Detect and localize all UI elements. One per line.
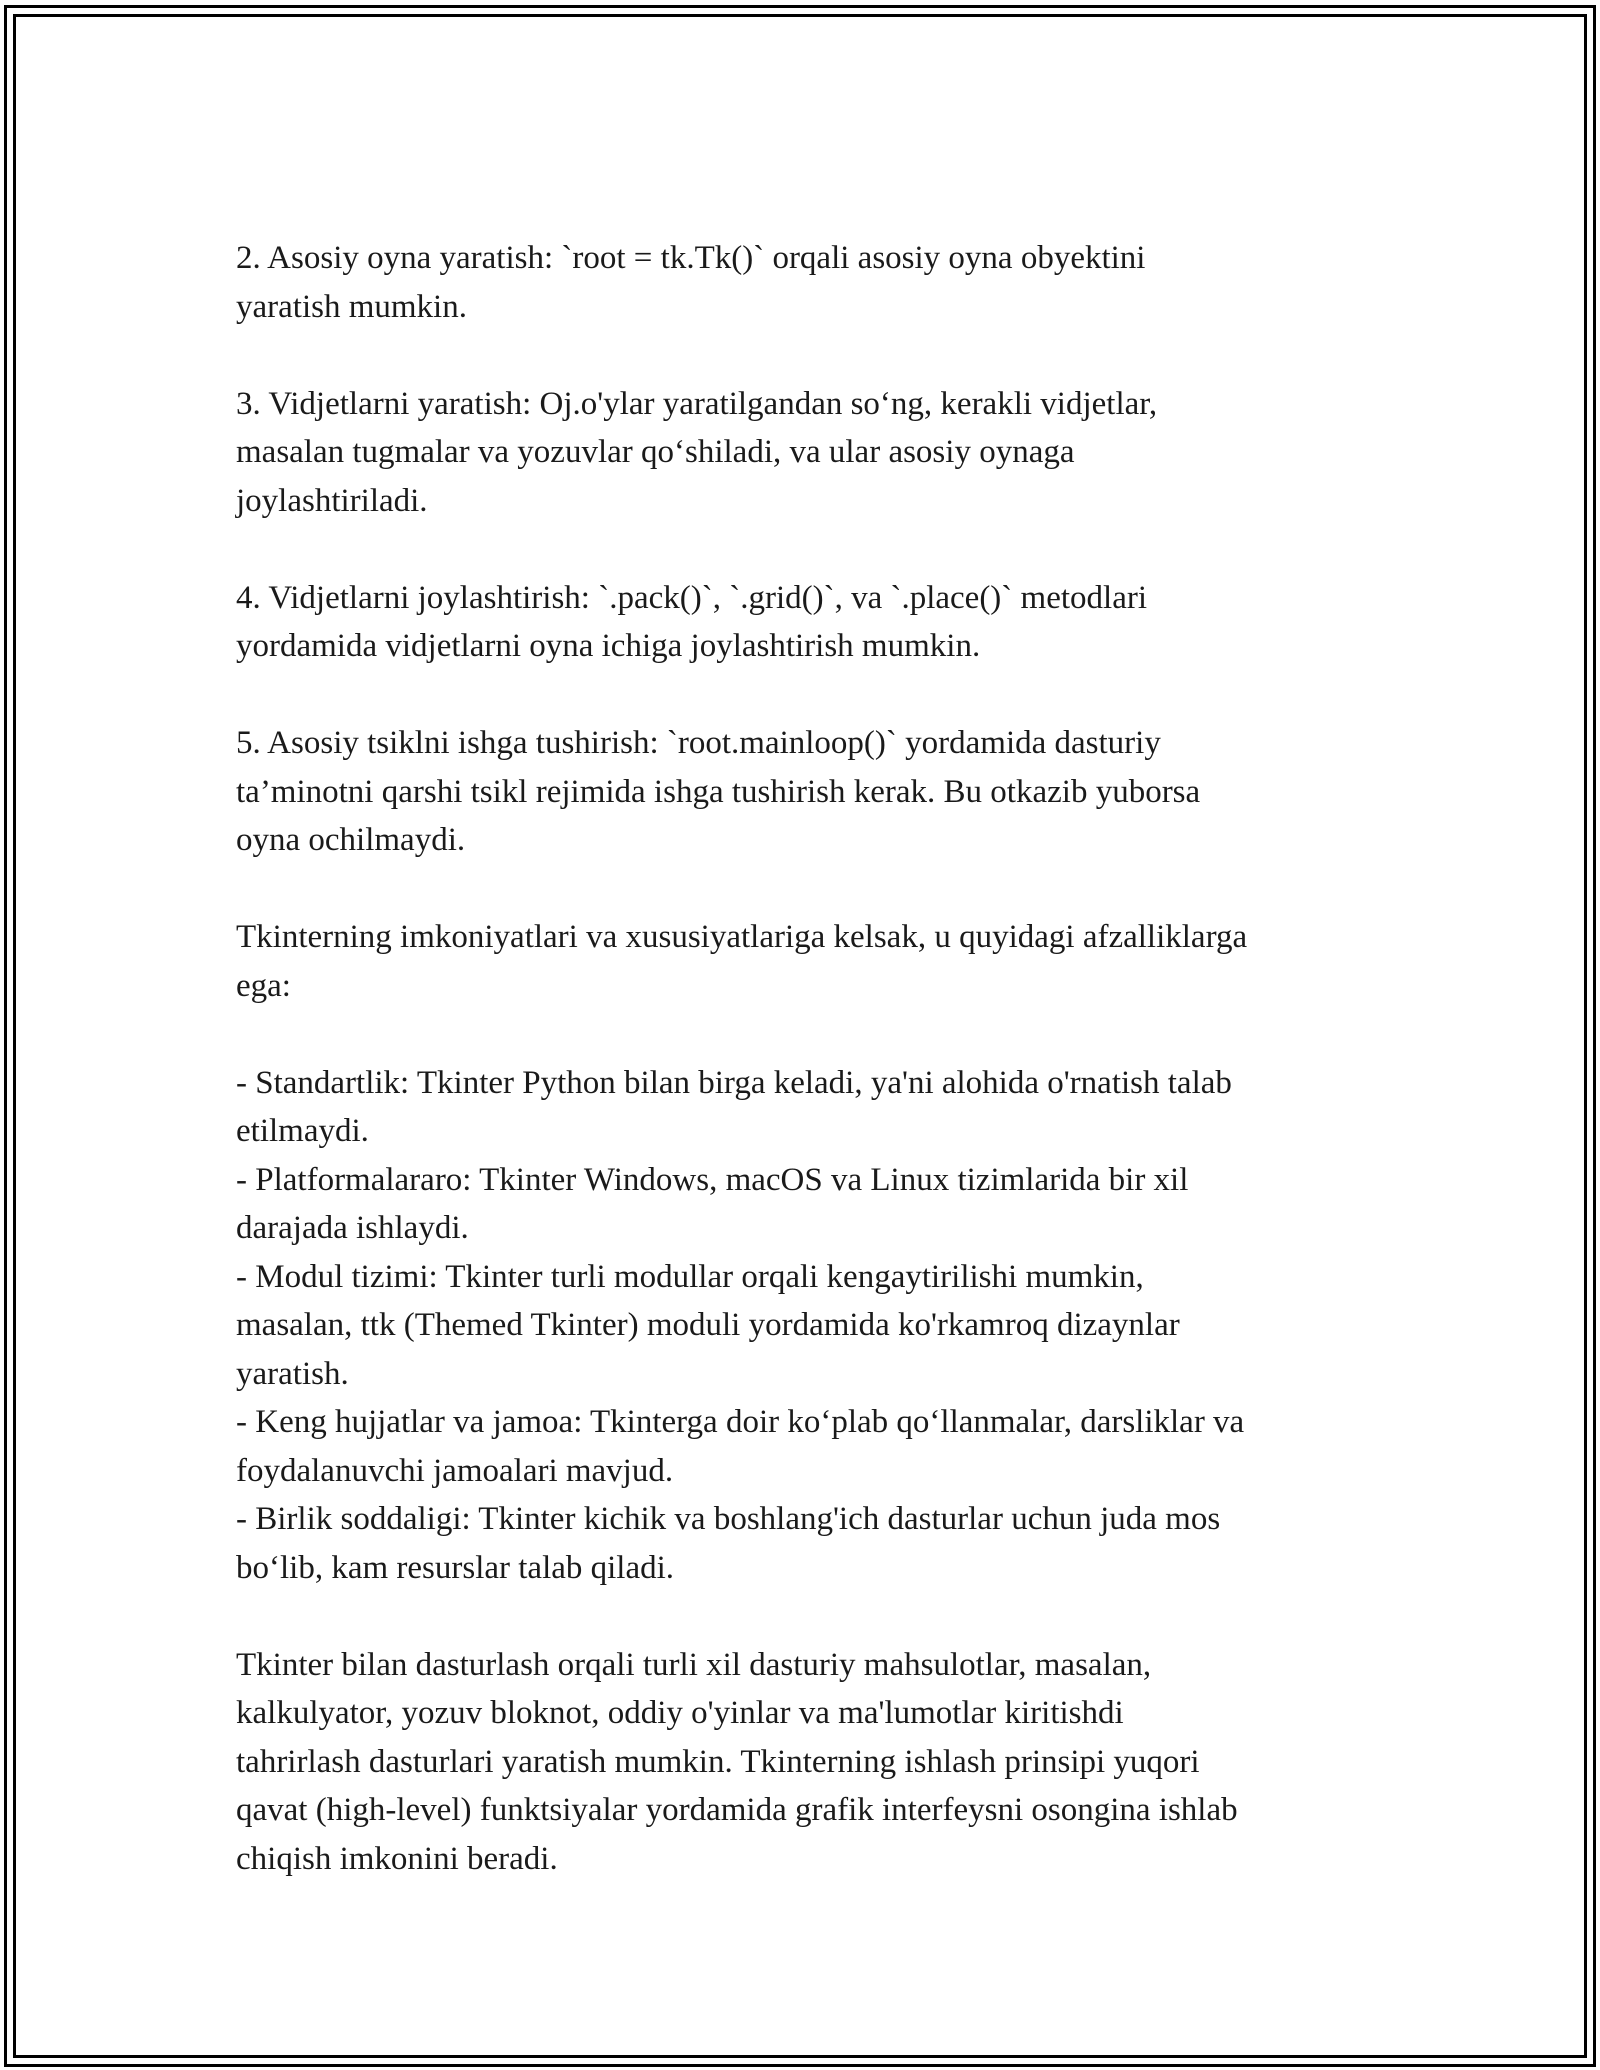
text-line: yordamida vidjetlarni oyna ichiga joylashtirish mumkin.	[236, 628, 981, 664]
text-line: masalan, ttk (Themed Tkinter) moduli yordamida ko'rkamroq dizaynlar	[236, 1307, 1180, 1343]
text-line: qavat (high-level) funktsiyalar yordamida grafik interfeysni osongina ishlab	[236, 1792, 1238, 1828]
text-line: 3. Vidjetlarni yaratish: Oj.o'ylar yaratilgandan so‘ng, kerakli vidjetlar,	[236, 385, 1158, 422]
list-item	[236, 1059, 1386, 1156]
text-line: - Standartlik: Tkinter Python bilan birga keladi, ya'ni alohida o'rnatish talab	[236, 1064, 1232, 1101]
text-line: foydalanuvchi jamoalari mavjud.	[236, 1452, 674, 1489]
text-line: etilmaydi.	[236, 1113, 369, 1149]
paragraph-step-3	[236, 380, 1386, 526]
text-line: - Birlik soddaligi: Tkinter kichik va boshlang'ich dasturlar uchun juda mos	[236, 1501, 1221, 1537]
document-body	[236, 234, 1386, 1932]
text-line: tahrirlash dasturlari yaratish mumkin. Tkinterning ishlash prinsipi yuqori	[236, 1743, 1200, 1780]
text-line: Tkinterning imkoniyatlari va xususiyatlariga kelsak, u quyidagi afzalliklarga	[236, 919, 1248, 955]
paragraph-step-5	[236, 719, 1386, 865]
text-line: - Modul tizimi: Tkinter turli modullar orqali kengaytirilishi mumkin,	[236, 1258, 1144, 1295]
text-line: oyna ochilmaydi.	[236, 822, 466, 858]
text-line: - Keng hujjatlar va jamoa: Tkinterga doir ko‘plab qo‘llanmalar, darsliklar va	[236, 1404, 1245, 1440]
list-item	[236, 1495, 1386, 1592]
text-line: masalan tugmalar va yozuvlar qo‘shiladi, va ular asosiy oynaga	[236, 434, 1075, 470]
paragraph-step-4	[236, 574, 1386, 671]
text-line: - Platformalararo: Tkinter Windows, macOS va Linux tizimlarida bir xil	[236, 1161, 1189, 1198]
text-line: darajada ishlaydi.	[236, 1210, 469, 1246]
text-line: bo‘lib, kam resurslar talab qiladi.	[236, 1549, 675, 1586]
paragraph-conclusion	[236, 1641, 1386, 1884]
list-item	[236, 1156, 1386, 1253]
text-line: ega:	[236, 967, 291, 1004]
text-line: 4. Vidjetlarni joylashtirish: `.pack()`, `.grid()`, va `.place()` metodlari	[236, 579, 1147, 616]
text-line: Tkinter bilan dasturlash orqali turli xil dasturiy mahsulotlar, masalan,	[236, 1646, 1152, 1683]
paragraph-step-2	[236, 234, 1386, 331]
feature-list	[236, 1059, 1386, 1593]
paragraph-intro	[236, 913, 1386, 1010]
text-line: 5. Asosiy tsiklni ishga tushirish: `root.mainloop()` yordamida dasturiy	[236, 725, 1161, 761]
list-item	[236, 1253, 1386, 1399]
text-line: yaratish mumkin.	[236, 288, 467, 325]
text-line: yaratish.	[236, 1355, 349, 1392]
text-line: ta’minotni qarshi tsikl rejimida ishga tushirish kerak. Bu otkazib yuborsa	[236, 773, 1201, 810]
list-item	[236, 1398, 1386, 1495]
text-line: chiqish imkonini beradi.	[236, 1840, 558, 1877]
text-line: joylashtiriladi.	[236, 482, 428, 519]
text-line: 2. Asosiy oyna yaratish: `root = tk.Tk()` orqali asosiy oyna obyektini	[236, 240, 1146, 276]
text-line: kalkulyator, yozuv bloknot, oddiy o'yinlar va ma'lumotlar kiritishdi	[236, 1695, 1124, 1731]
